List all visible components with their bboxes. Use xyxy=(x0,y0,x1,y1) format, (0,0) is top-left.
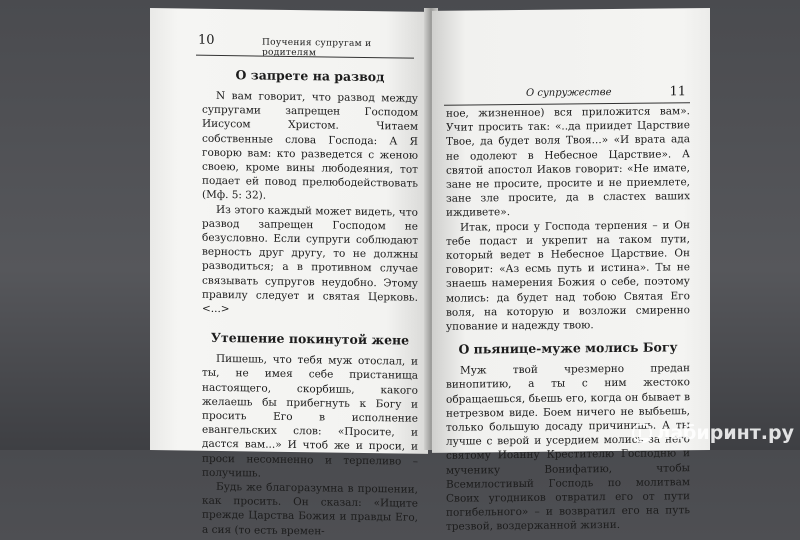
paragraph: N вам говорит, что развод между супругами запрещен Господом Иисусом Христом. Читаем собственные слова Господа: А Я говорю вам: кто разведется с женою своею, кроме вины любодеяния, тот подает ей повод прелюбодействовать (Мф. 5: 32). xyxy=(202,89,418,203)
right-page xyxy=(432,8,710,534)
section-heading: О пьянице-муже молись Богу xyxy=(458,339,678,357)
page-number: 11 xyxy=(669,84,686,100)
paragraph: Из этого каждый может видеть, что развод запрещен Господом не безусловно. Если супруги соблюдают верность друг другу, то не должны разводиться; а в противном случае связывать супругов неудобно. Этому правилу следует и святая Церковь. <...> xyxy=(202,203,418,316)
watermark xyxy=(632,422,794,444)
paragraph: Будь же благоразумна в прошении, как просить. Он сказал: «Ищите прежде Царства Божия и правды Его, а сия (то есть времен- xyxy=(202,480,418,538)
watermark-text: лабиринт.ру xyxy=(656,422,794,444)
running-title: Поучения супругам и родителям xyxy=(262,37,372,59)
page-body xyxy=(446,104,690,534)
left-page xyxy=(150,8,428,538)
section-heading: Утешение покинутой жене xyxy=(210,330,410,348)
running-title: О супружестве xyxy=(526,87,612,99)
open-book xyxy=(150,8,710,538)
section-heading: О запрете на развод xyxy=(235,67,385,85)
page-number: 10 xyxy=(198,32,215,48)
paragraph: Муж твой чрезмерно предан винопитию, а ты с ним жестоко обращаешься, бьешь его, когда он бывает в нетрезвом виде. Боем ничего не выбьешь, только большую досаду причинишь. А ты лучше с верой и усердием молись за него святому Иоанну Крестителю Господню и мученику Вонифатию, чтобы Всемилостивый Господь по молитвам Своих угодников отвратил его от пути погибельного» – и возвратил его на путь трезвой, воздержанной жизни. xyxy=(446,362,690,534)
paragraph: ное, жизненное) вся приложится вам». Учит просить так: «..да приидет Царствие Твое, да будет воля Твоя...» «И врата ада не одолеют в Небесное Царствие». А святой апостол Иаков говорит: «Не имате, зане не просите, просите и не приемлете, зане зле просите, да в сластех ваших иждивете». xyxy=(446,105,690,220)
labirint-logo-icon xyxy=(632,423,652,443)
paragraph: Пишешь, что тебя муж отослал, и ты, не имея себе пристанища настоящего, скорбишь, какого желаешь бы прибегнуть к Богу и просить Его в исполнение евангельских слов: «Просите, и дастся вам...» И чтоб же и проси, и проси несомненно и терпеливо – получишь. xyxy=(202,353,418,480)
page-body xyxy=(202,67,418,540)
paragraph: Итак, проси у Господа терпения – и Он тебе подаст и укрепит на таком пути, который ведет в Небесное Царствие. Он говорит: «Аз есмь путь и истина». Ты не знаешь намерения Божия о себе, поэтому молись: да будет над тобою Святая Его воля, на которую и возложи смиренно упование и надежду твою. xyxy=(446,218,690,333)
